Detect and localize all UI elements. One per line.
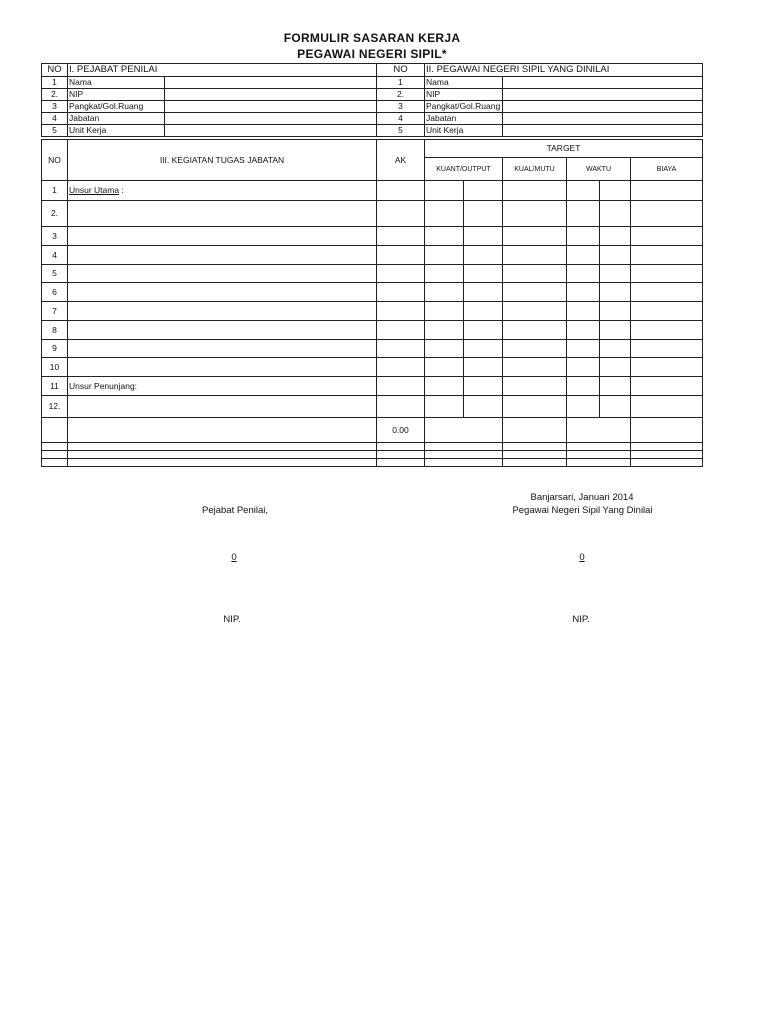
ak-header: AK xyxy=(377,140,425,181)
cost-header: BIAYA xyxy=(631,158,703,181)
extra-cell xyxy=(377,443,425,451)
task-cell[interactable] xyxy=(425,265,464,283)
task-cell[interactable] xyxy=(631,181,703,201)
evaluator-field-label: Pangkat/Gol.Ruang xyxy=(68,101,165,113)
employee-field-value[interactable] xyxy=(503,77,703,89)
evaluator-nip: NIP. xyxy=(223,614,241,625)
target-header: TARGET xyxy=(425,140,703,158)
evaluator-header: I. PEJABAT PENILAI xyxy=(68,64,377,77)
task-cell[interactable] xyxy=(425,181,464,201)
task-cell[interactable] xyxy=(503,340,567,358)
task-cell[interactable] xyxy=(600,321,631,340)
task-activity-cell[interactable] xyxy=(68,265,377,283)
task-cell[interactable] xyxy=(425,396,464,418)
task-cell[interactable] xyxy=(631,227,703,246)
total-cell xyxy=(425,418,503,443)
evaluator-field-label: NIP xyxy=(68,89,165,101)
task-cell[interactable] xyxy=(567,302,600,321)
task-cell[interactable] xyxy=(600,340,631,358)
evaluator-row-no: 3 xyxy=(42,101,68,113)
task-cell[interactable] xyxy=(567,321,600,340)
employee-row-no: 3 xyxy=(377,101,425,113)
tasks-table xyxy=(41,139,703,467)
evaluator-row-no: 5 xyxy=(42,125,68,137)
extra-cell xyxy=(503,459,567,467)
task-cell[interactable] xyxy=(503,227,567,246)
employee-field-label: Unit Kerja xyxy=(425,125,503,137)
task-cell[interactable] xyxy=(503,302,567,321)
time-header: WAKTU xyxy=(567,158,631,181)
table-row xyxy=(42,283,703,302)
task-row-no: 11 xyxy=(42,377,68,396)
evaluator-field-label: Jabatan xyxy=(68,113,165,125)
task-cell[interactable] xyxy=(464,340,503,358)
employee-field-value[interactable] xyxy=(503,101,703,113)
total-cell xyxy=(567,418,631,443)
employee-field-label: Pangkat/Gol.Ruang xyxy=(425,101,503,113)
employee-header: II. PEGAWAI NEGERI SIPIL YANG DINILAI xyxy=(425,64,703,77)
task-ak-cell[interactable] xyxy=(377,246,425,265)
task-cell[interactable] xyxy=(631,358,703,377)
task-cell[interactable] xyxy=(567,340,600,358)
evaluator-field-label: Nama xyxy=(68,77,165,89)
task-cell[interactable] xyxy=(600,201,631,227)
employee-title: Pegawai Negeri Sipil Yang Dinilai xyxy=(512,505,653,516)
task-activity-cell[interactable] xyxy=(68,302,377,321)
task-row-no: 3 xyxy=(42,227,68,246)
task-cell[interactable] xyxy=(631,302,703,321)
task-row-no: 10 xyxy=(42,358,68,377)
activity-header: III. KEGIATAN TUGAS JABATAN xyxy=(68,140,377,181)
task-activity-cell[interactable] xyxy=(68,340,377,358)
task-row-no: 5 xyxy=(42,265,68,283)
task-cell[interactable] xyxy=(567,283,600,302)
extra-cell xyxy=(68,451,377,459)
extra-cell xyxy=(42,443,68,451)
task-cell[interactable] xyxy=(425,377,464,396)
task-ak-cell[interactable] xyxy=(377,283,425,302)
evaluator-field-label: Unit Kerja xyxy=(68,125,165,137)
task-activity-cell[interactable] xyxy=(68,246,377,265)
extra-cell xyxy=(42,451,68,459)
employee-row-no: 4 xyxy=(377,113,425,125)
evaluator-row-no: 1 xyxy=(42,77,68,89)
table-row xyxy=(42,340,703,358)
task-cell[interactable] xyxy=(464,358,503,377)
task-cell[interactable] xyxy=(631,340,703,358)
employee-row-no: 5 xyxy=(377,125,425,137)
extra-cell xyxy=(503,451,567,459)
task-cell[interactable] xyxy=(600,283,631,302)
table-row xyxy=(42,265,703,283)
task-cell[interactable] xyxy=(600,246,631,265)
extra-cell xyxy=(503,443,567,451)
task-cell[interactable] xyxy=(464,396,503,418)
task-cell[interactable] xyxy=(425,201,464,227)
extra-cell xyxy=(425,459,503,467)
task-ak-cell[interactable] xyxy=(377,377,425,396)
task-row-no: 4 xyxy=(42,246,68,265)
employee-name: 0 xyxy=(579,552,585,563)
extra-cell xyxy=(68,459,377,467)
main-element-colon: : xyxy=(119,185,124,196)
task-cell[interactable] xyxy=(600,358,631,377)
evaluator-field-value[interactable] xyxy=(165,89,377,101)
task-cell[interactable] xyxy=(464,181,503,201)
task-cell[interactable] xyxy=(600,396,631,418)
task-cell[interactable] xyxy=(425,302,464,321)
task-cell[interactable] xyxy=(425,358,464,377)
task-cell[interactable] xyxy=(464,201,503,227)
task-cell[interactable] xyxy=(464,377,503,396)
task-cell[interactable] xyxy=(600,377,631,396)
extra-row xyxy=(42,459,703,467)
task-ak-cell[interactable] xyxy=(377,340,425,358)
task-activity-cell[interactable] xyxy=(68,396,377,418)
task-cell[interactable] xyxy=(464,265,503,283)
table-row xyxy=(42,302,703,321)
extra-cell xyxy=(377,459,425,467)
evaluator-field-value[interactable] xyxy=(165,101,377,113)
task-activity-cell[interactable] xyxy=(68,321,377,340)
task-activity-cell[interactable] xyxy=(68,283,377,302)
task-cell[interactable] xyxy=(425,321,464,340)
task-cell[interactable] xyxy=(567,396,600,418)
task-activity-cell[interactable] xyxy=(68,227,377,246)
evaluator-field-value[interactable] xyxy=(165,77,377,89)
extra-cell xyxy=(567,459,631,467)
task-cell[interactable] xyxy=(631,396,703,418)
task-row-no: 7 xyxy=(42,302,68,321)
task-cell[interactable] xyxy=(631,246,703,265)
table-row xyxy=(42,201,703,227)
task-cell[interactable] xyxy=(503,265,567,283)
extra-cell xyxy=(425,443,503,451)
task-cell[interactable] xyxy=(425,227,464,246)
employee-field-value[interactable] xyxy=(503,113,703,125)
employee-field-label: Jabatan xyxy=(425,113,503,125)
evaluator-field-value[interactable] xyxy=(165,113,377,125)
total-row xyxy=(42,418,703,443)
task-cell[interactable] xyxy=(464,227,503,246)
evaluator-row-no: 4 xyxy=(42,113,68,125)
task-ak-cell[interactable] xyxy=(377,321,425,340)
task-cell[interactable] xyxy=(464,321,503,340)
task-cell[interactable] xyxy=(567,181,600,201)
quantity-output-header: KUANT/OUTPUT xyxy=(425,158,503,181)
task-ak-cell[interactable] xyxy=(377,181,425,201)
evaluator-name: 0 xyxy=(231,552,237,563)
extra-cell xyxy=(377,451,425,459)
employee-field-value[interactable] xyxy=(503,125,703,137)
task-cell[interactable] xyxy=(567,377,600,396)
evaluator-title: Pejabat Penilai, xyxy=(201,505,269,516)
table-row xyxy=(42,181,703,201)
task-activity-cell[interactable] xyxy=(68,358,377,377)
extra-cell xyxy=(68,443,377,451)
task-ak-cell[interactable] xyxy=(377,201,425,227)
table-row xyxy=(42,396,703,418)
total-label-cell xyxy=(68,418,377,443)
task-cell[interactable] xyxy=(600,227,631,246)
identity-no-header-left: NO xyxy=(42,64,68,77)
task-cell[interactable] xyxy=(425,283,464,302)
task-activity-cell[interactable] xyxy=(68,201,377,227)
employee-nip: NIP. xyxy=(572,614,590,625)
extra-cell xyxy=(631,459,703,467)
identity-no-header-right: NO xyxy=(377,64,425,77)
form-subtitle: PEGAWAI NEGERI SIPIL* xyxy=(297,47,447,61)
total-ak-value: 0.00 xyxy=(377,418,425,443)
table-row xyxy=(42,358,703,377)
task-ak-cell[interactable] xyxy=(377,302,425,321)
employee-row-no: 2. xyxy=(377,89,425,101)
task-cell[interactable] xyxy=(503,181,567,201)
extra-cell xyxy=(631,443,703,451)
task-row-no: 12. xyxy=(42,396,68,418)
task-cell[interactable] xyxy=(464,302,503,321)
form-title: FORMULIR SASARAN KERJA xyxy=(283,31,461,45)
table-row xyxy=(42,321,703,340)
task-cell[interactable] xyxy=(567,201,600,227)
tasks-no-header: NO xyxy=(42,140,68,181)
employee-row-no: 1 xyxy=(377,77,425,89)
evaluator-field-value[interactable] xyxy=(165,125,377,137)
task-cell[interactable] xyxy=(600,265,631,283)
extra-row xyxy=(42,443,703,451)
task-cell[interactable] xyxy=(631,321,703,340)
task-cell[interactable] xyxy=(425,246,464,265)
task-cell[interactable] xyxy=(503,283,567,302)
extra-cell xyxy=(42,459,68,467)
task-cell[interactable] xyxy=(631,265,703,283)
task-activity-cell[interactable]: Unsur Penunjang: xyxy=(68,377,377,396)
place-date: Banjarsari, Januari 2014 xyxy=(530,492,634,503)
task-cell[interactable] xyxy=(567,265,600,283)
task-row-no: 2. xyxy=(42,201,68,227)
task-cell[interactable] xyxy=(631,377,703,396)
task-cell[interactable] xyxy=(567,358,600,377)
extra-cell xyxy=(567,451,631,459)
task-cell[interactable] xyxy=(503,201,567,227)
task-cell[interactable] xyxy=(631,283,703,302)
extra-cell xyxy=(567,443,631,451)
task-cell[interactable] xyxy=(464,283,503,302)
task-row-no: 8 xyxy=(42,321,68,340)
task-cell[interactable] xyxy=(425,340,464,358)
task-cell[interactable] xyxy=(567,246,600,265)
main-element-label: Unsur Utama xyxy=(69,185,120,196)
employee-field-value[interactable] xyxy=(503,89,703,101)
task-cell[interactable] xyxy=(503,396,567,418)
task-row-no: 6 xyxy=(42,283,68,302)
identity-table xyxy=(41,63,703,137)
task-ak-cell[interactable] xyxy=(377,227,425,246)
task-cell[interactable] xyxy=(600,181,631,201)
task-ak-cell[interactable] xyxy=(377,358,425,377)
employee-field-label: NIP xyxy=(425,89,503,101)
table-row xyxy=(42,246,703,265)
task-cell[interactable] xyxy=(464,246,503,265)
task-row-no: 1 xyxy=(42,181,68,201)
task-cell[interactable] xyxy=(631,201,703,227)
task-ak-cell[interactable] xyxy=(377,396,425,418)
total-cell xyxy=(503,418,567,443)
task-cell[interactable] xyxy=(567,227,600,246)
evaluator-row-no: 2. xyxy=(42,89,68,101)
employee-field-label: Nama xyxy=(425,77,503,89)
quality-header: KUAL/MUTU xyxy=(503,158,567,181)
task-cell[interactable] xyxy=(503,321,567,340)
task-cell[interactable] xyxy=(503,246,567,265)
extra-row xyxy=(42,451,703,459)
task-row-no: 9 xyxy=(42,340,68,358)
task-cell[interactable] xyxy=(503,377,567,396)
table-row xyxy=(42,377,703,396)
task-activity-cell[interactable] xyxy=(68,181,377,201)
task-cell[interactable] xyxy=(600,302,631,321)
extra-cell xyxy=(631,451,703,459)
total-no-cell xyxy=(42,418,68,443)
total-cell xyxy=(631,418,703,443)
task-ak-cell[interactable] xyxy=(377,265,425,283)
task-cell[interactable] xyxy=(503,358,567,377)
extra-cell xyxy=(425,451,503,459)
table-row xyxy=(42,227,703,246)
